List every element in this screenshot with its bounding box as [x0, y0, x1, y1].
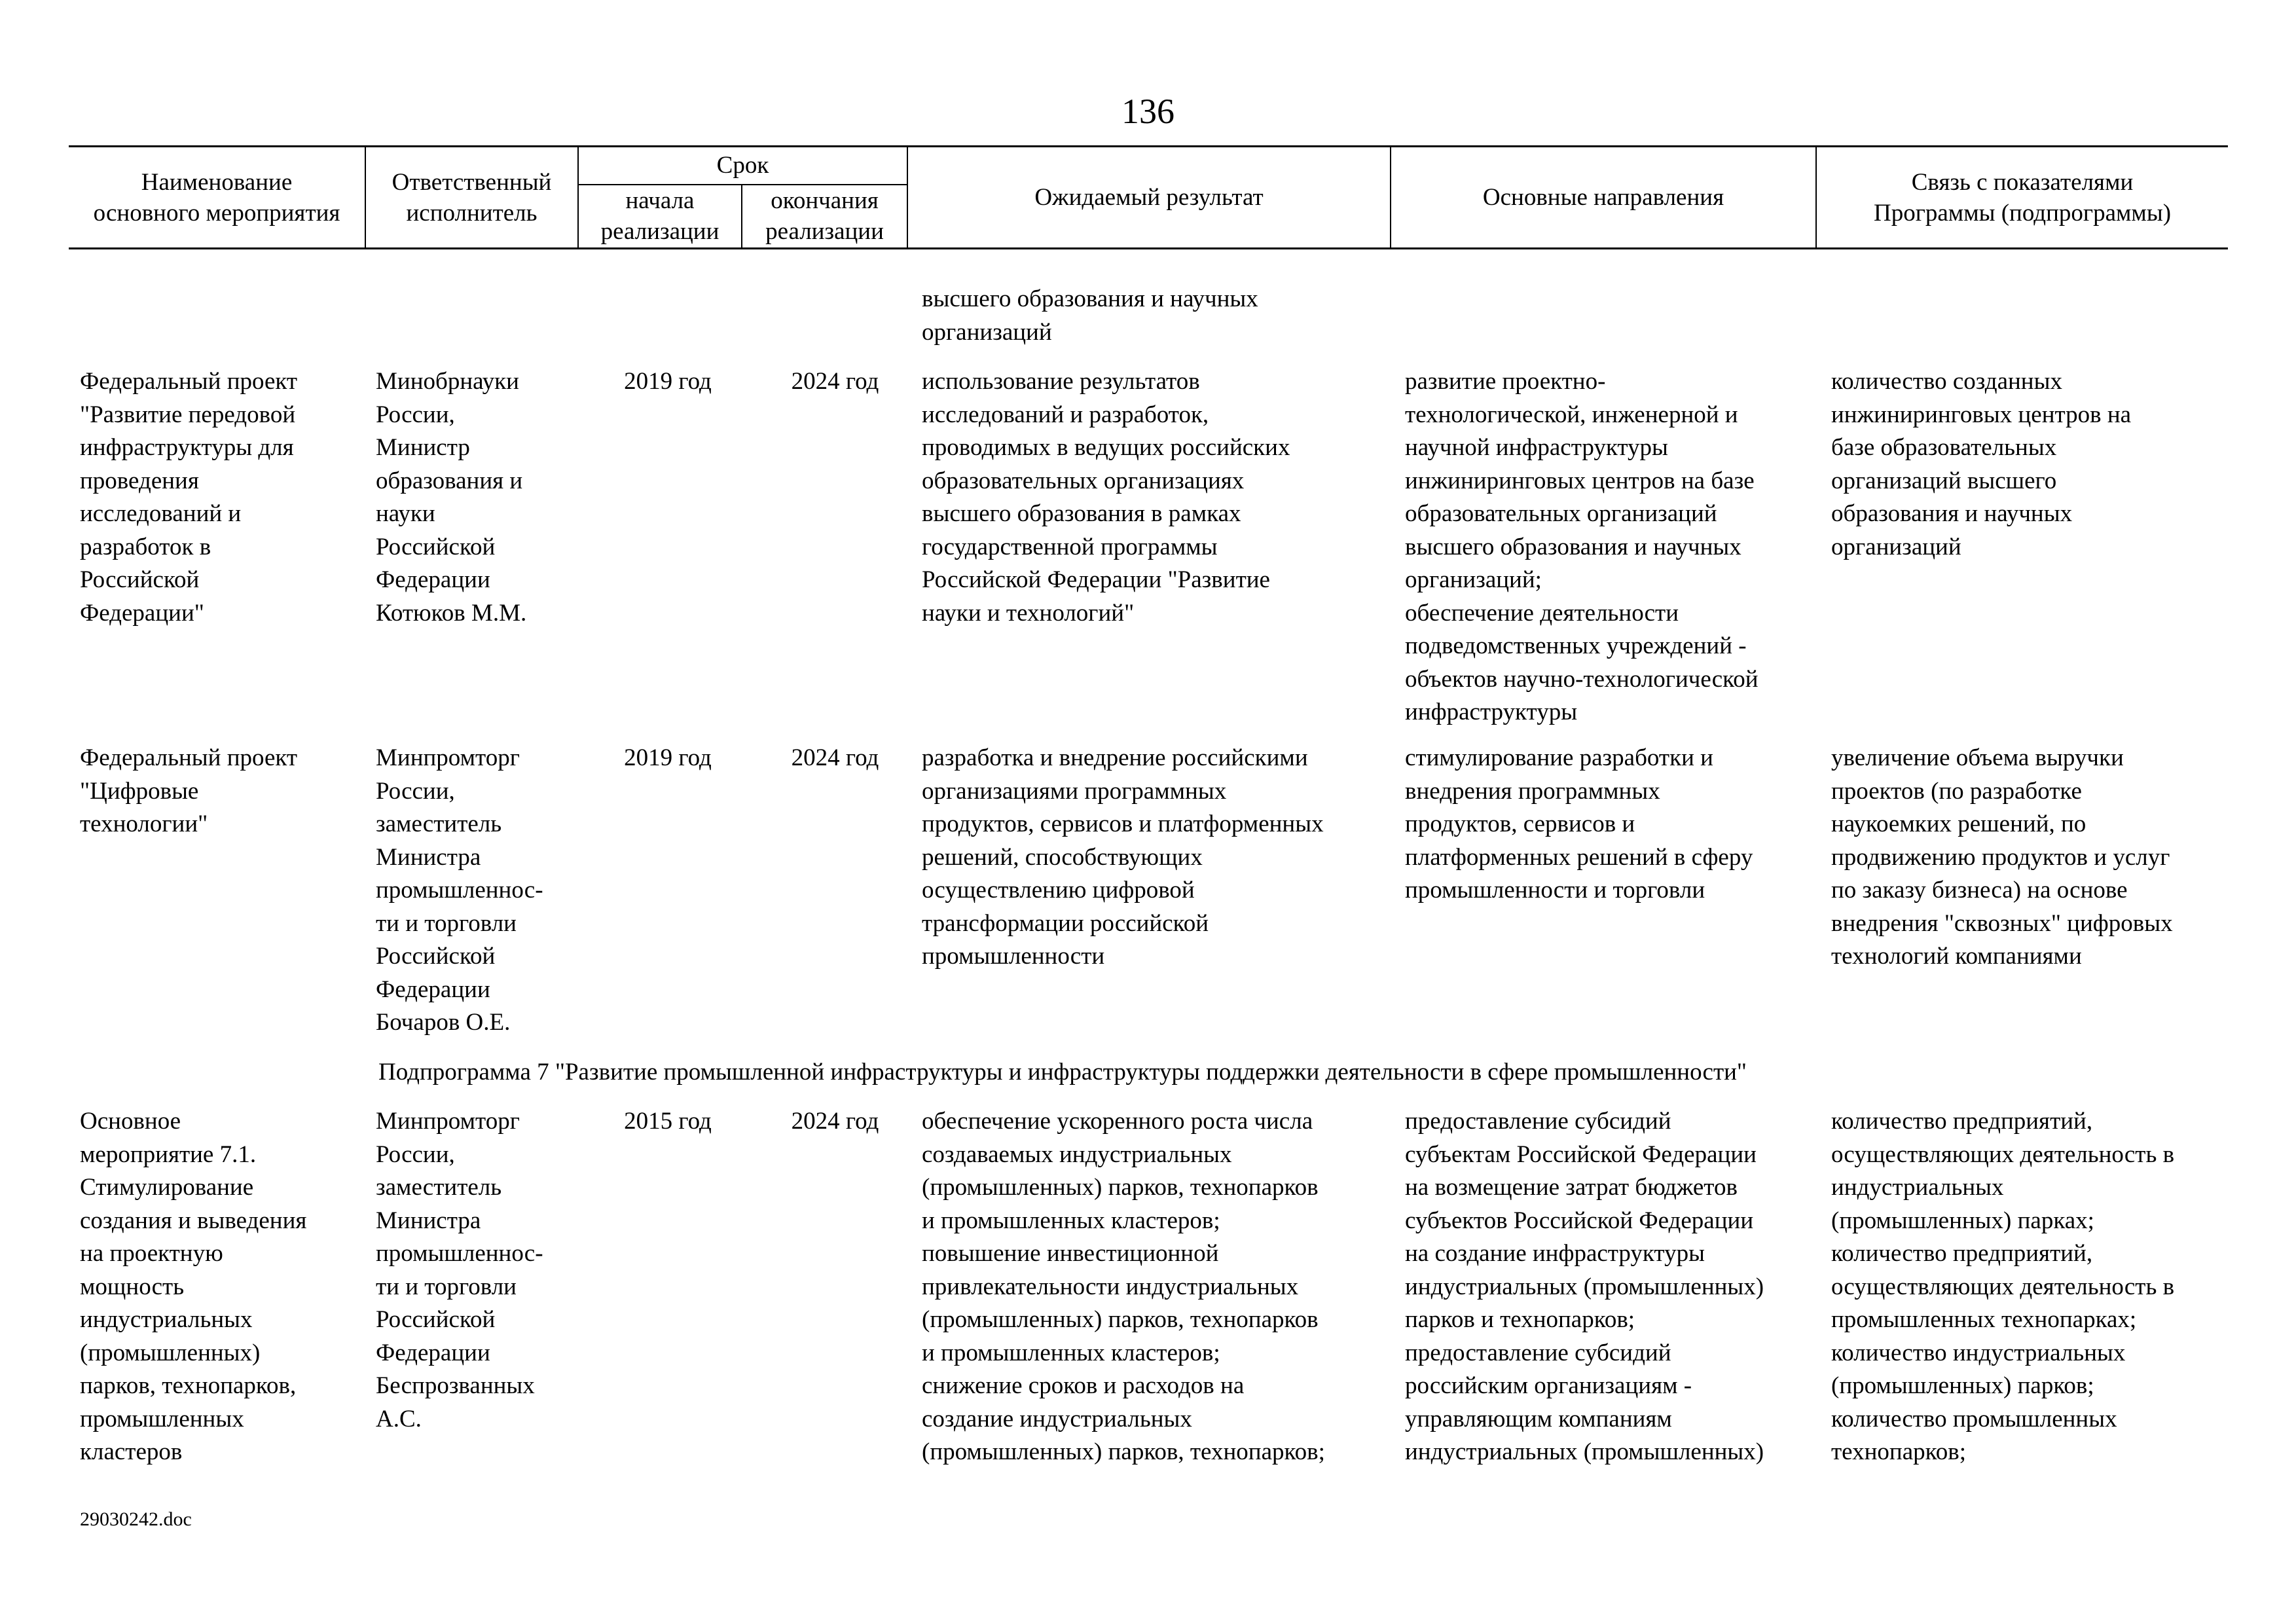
row-end: 2024 год: [791, 1108, 879, 1135]
table-header: [69, 145, 2228, 249]
row-result: обеспечение ускоренного роста числа создаваемых индустриальных (промышленных) парков, технопарков и промышленных кластеров; повышение инвестиционной привлекательности индустриальных (промышленных) парков, технопарков и промышленных кластеров; снижение сроков и расходов на создание индустриальных (промышленных) парков, технопарков;: [922, 1108, 1325, 1465]
row-link: количество предприятий, осуществляющих деятельность в индустриальных (промышленных) парках; количество предприятий, осуществляющих деятельность в промышленных технопарках; количество индустриальных (промышленных) парков; количество промышленных технопарков;: [1831, 1108, 2175, 1465]
row-responsible: Минпромторг России, заместитель Министра промышленнос- ти и торговли Российской Федерации Беспрозванных А.С.: [376, 1108, 543, 1432]
header-end: окончания реализации: [742, 185, 907, 249]
row-responsible: Минобрнауки России, Министр образования и науки Российской Федерации Котюков М.М.: [376, 368, 527, 627]
header-responsible: Ответственный исполнитель: [365, 147, 578, 249]
row-result: использование результатов исследований и разработок, проводимых в ведущих российских образовательных организациях высшего образования в рамках государственной программы Российской Федерации "Развитие науки и технологий": [922, 368, 1290, 627]
row-directions: стимулирование разработки и внедрения программных продуктов, сервисов и платформенных решений в сферу промышленности и торговли: [1405, 744, 1753, 903]
continuation-text: высшего образования и научных организаций: [922, 285, 1258, 346]
row-responsible: Минпромторг России, заместитель Министра промышленнос- ти и торговли Российской Федерации Бочаров О.Е.: [376, 744, 543, 1036]
row-end: 2024 год: [791, 744, 879, 771]
subprogram-title: Подпрограмма 7 "Развитие промышленной инфраструктуры и инфраструктуры поддержки деятельности в сфере промышленности": [378, 1059, 1747, 1085]
document-id: 29030242.doc: [80, 1508, 192, 1530]
row-name: Федеральный проект "Развитие передовой инфраструктуры для проведения исследований и разработок в Российской Федерации": [80, 368, 298, 627]
row-directions: предоставление субсидий субъектам Российской Федерации на возмещение затрат бюджетов субъектов Российской Федерации на создание инфраструктуры индустриальных (промышленных) парков и технопарков; предоставление субсидий российским организациям - управляющим компаниям индустриальных (промышленных): [1405, 1108, 1764, 1465]
row-name: Основное мероприятие 7.1. Стимулирование создания и выведения на проектную мощность индустриальных (промышленных) парков, технопарков, промышленных кластеров: [80, 1108, 307, 1465]
row-link: увеличение объема выручки проектов (по разработке наукоемких решений, по продвижению продуктов и услуг по заказу бизнеса) на основе внедрения "сквозных" цифровых технологий компаниями: [1831, 744, 2173, 970]
row-name: Федеральный проект "Цифровые технологии": [80, 744, 298, 837]
row-link: количество созданных инжиниринговых центров на базе образовательных организаций высшего образования и научных организаций: [1831, 368, 2132, 560]
row-end: 2024 год: [791, 368, 879, 395]
row-result: разработка и внедрение российскими организациями программных продуктов, сервисов и платформенных решений, способствующих осуществлению цифровой трансформации российской промышленности: [922, 744, 1324, 970]
header-start: начала реализации: [578, 185, 742, 249]
header-directions: Основные направления: [1391, 147, 1816, 249]
row-start: 2015 год: [624, 1108, 712, 1135]
header-expected-result: Ожидаемый результат: [907, 147, 1391, 249]
row-directions: развитие проектно- технологической, инженерной и научной инфраструктуры инжиниринговых центров на базе образовательных организаций высшего образования и научных организаций; обеспечение деятельности подведомственных учреждений - объектов научно-технологической инфраструктуры: [1405, 368, 1758, 725]
header-term: Срок: [578, 147, 907, 185]
row-start: 2019 год: [624, 368, 712, 395]
header-link: Связь с показателями Программы (подпрограммы): [1816, 147, 2228, 249]
page-number: 136: [1121, 92, 1175, 131]
row-start: 2019 год: [624, 744, 712, 771]
header-name: Наименование основного мероприятия: [69, 147, 365, 249]
